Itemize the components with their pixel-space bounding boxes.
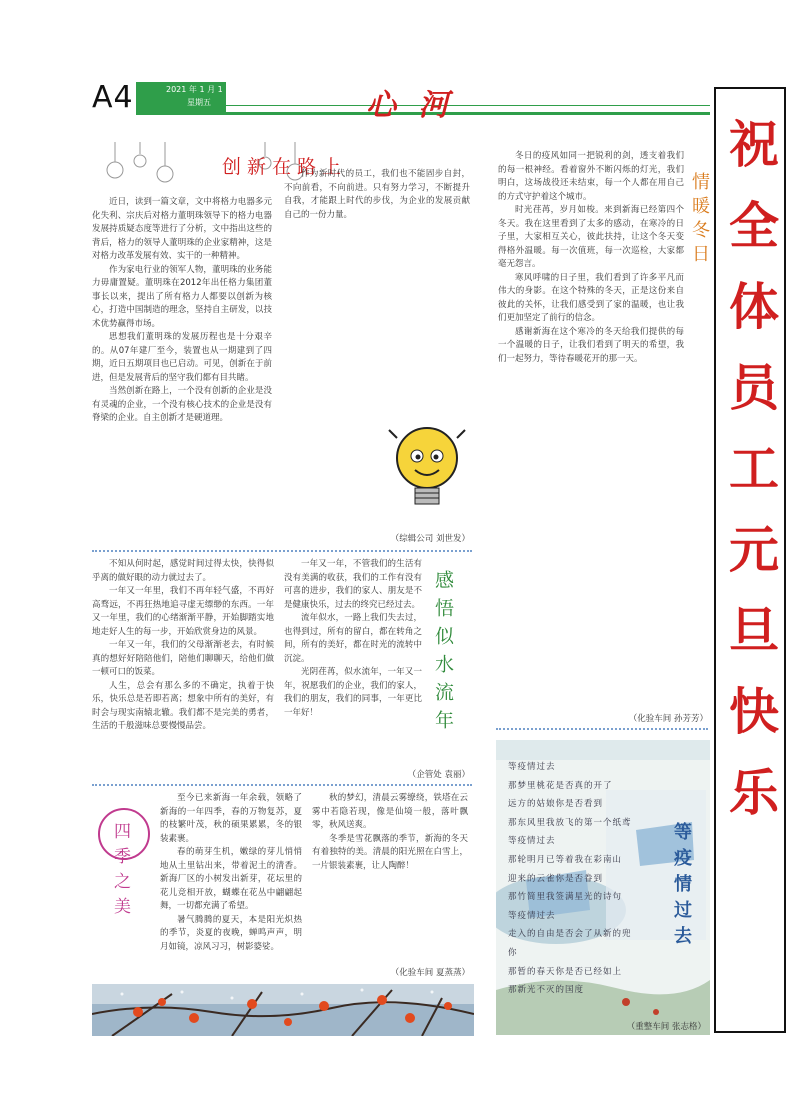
poem-lines: [508, 760, 668, 1002]
poem-line: 等疫情过去: [508, 762, 556, 772]
article1-cartoon-bulb-icon: [385, 418, 469, 520]
article4-author: （化验车间 夏蒸蒸）: [390, 968, 470, 978]
poem-line: 那竹简里我签满星光的诗句: [508, 892, 623, 903]
poem-title: 等疫情过去: [671, 822, 692, 952]
poem-line: 那梦里桃花是否真的开了: [508, 780, 613, 791]
poem-author: （重整车间 张志格）: [626, 1022, 706, 1032]
poem-line: 等疫情过去: [508, 836, 556, 847]
article4-paragraph: 暑气腾腾的夏天，本是阳光炽热的季节，炎夏的夜晚，蝉鸣声声，明月如镜，凉风习习，树影婆娑。: [160, 914, 302, 952]
article1-title: 创新在路上: [222, 156, 348, 178]
article4-paragraph: 冬季是雪花飘落的季节，新海的冬天有着独特的美。清晨的阳光照在白雪上，一片银装素裹，让人陶醉！: [312, 833, 468, 871]
persimmon-snow-image: [92, 984, 474, 1036]
dotted-divider: [496, 728, 708, 730]
banner-text: 祝全体员工元旦快乐: [721, 118, 780, 847]
article4-paragraph: 秋的梦幻，清晨云雾缭绕，铁塔在云雾中若隐若现，像是仙境一般，落叶飘零，秋风送爽。: [312, 793, 468, 830]
article3-paragraph: 一年又一年，不管我们的生活有没有美满的收获，我们的工作有没有可喜的进步，我们的家人、朋友是不是健康快乐，过去的终究已经过去。: [284, 559, 422, 610]
article3-paragraph: 光阴荏苒，似水流年，一年又一年，祝愿我们的企业，我们的家人，我们的朋友，我们的同事，一年更比一年好！: [284, 667, 422, 718]
poem-line: 那东风里我放飞的第一个纸鸢: [508, 817, 632, 828]
article1-col2: [284, 168, 470, 358]
article2-title: 情暖冬日: [689, 172, 710, 268]
section-name: 心 河: [366, 88, 455, 123]
article1-col1: [92, 196, 272, 532]
article3-paragraph: 不知从何时起，感觉时间过得太快，快得似乎离的做好眼的动力就过去了。: [92, 559, 274, 583]
article1-author: （综辑公司 刘世发）: [390, 534, 470, 544]
poem-line: 远方的姑娘你是否看到: [508, 799, 604, 810]
poem-line: 那轮明月已等着我在彩南山: [508, 854, 623, 865]
dotted-divider: [92, 784, 472, 786]
article3-paragraph: 人生，总会有那么多的不确定，执着于快乐，快乐总是若即若离；想象中所有的美好，有时会与现实南辕北辙。我们都不是完美的勇者，生活的千般滋味总要慢慢品尝。: [92, 680, 274, 731]
article2-body: [498, 150, 684, 705]
header-weekday: 星期五: [187, 98, 211, 107]
article1-paragraph: 作为新时代的员工，我们也不能固步自封，不向前看，不向前进。只有努力学习，不断提升自我，才能跟上时代的步伐，为企业的发展贡献自己的一份力量。: [284, 169, 470, 220]
article2-author: （化验车间 孙芳芳）: [628, 714, 708, 724]
poem-line: 那暂的春天你是否已经如上: [508, 966, 623, 977]
poem-line: 走入的自由是否会了从新的兜: [508, 929, 632, 940]
poem-line: 那新光不灭的国度: [508, 985, 585, 996]
article3-title: 感悟似水流年: [432, 570, 454, 738]
article3-paragraph: 一年又一年，我们的父母渐渐老去，有时候真的想好好陪陪他们，陪他们聊聊天，给他们做一顿可口的饭菜。: [92, 640, 274, 677]
poem-line: 等疫情过去: [508, 910, 556, 921]
poem-line: 你: [508, 947, 518, 958]
article2-paragraph: 时光荏苒，岁月如梭。来到新海已经第四个冬天。我在这里看到了太多的感动，在寒冷的日子里，大家相互关心，彼此扶持，让这个冬天变得格外温暖。每一次值班，每一次巡检，大家都毫无怨言。: [498, 205, 684, 269]
article1-paragraph: 思想我们董明珠的发展历程也是十分艰辛的。从07年建厂至今，装置也从一期建到了四期，近日五期项目也已启动。可见，创新在于前进，但是发展背后的坚守我们都有目共睹。: [92, 332, 272, 383]
article1-paragraph: 当然创新在路上，一个没有创新的企业是没有灵魂的企业，一个没有核心技术的企业是没有脊梁的企业。自主创新才是硬道理。: [92, 386, 272, 423]
article3-col1: [92, 558, 274, 754]
header-date: 2021 年 1 月 1 日: [166, 85, 234, 94]
article4-title: 四季之美: [110, 822, 130, 922]
article4-paragraph: 至今已来新海一年余载，领略了新海的一年四季，春的万物复苏，夏的枝繁叶茂，秋的硕果累累，冬的银装素裹。: [160, 793, 302, 844]
poem-line: 迎来的云雀你是否眷到: [508, 873, 604, 884]
article3-paragraph: 一年又一年里，我们不再年轻气盛，不再好高骛远，不再狂热地追寻虚无缥缈的东西。一年又一年里，我们的心绪渐渐平静，开始脚踏实地地走好人生的每一步，开始欣赏身边的风景。: [92, 586, 274, 637]
article3-paragraph: 流年似水，一路上我们失去过，也得到过，所有的留白，都在转角之间，所有的美好，都在时光的流转中沉淀。: [284, 613, 422, 664]
article3-author: （企管处 袁丽）: [407, 770, 470, 780]
page-label: A4: [92, 80, 134, 115]
article3-col2: [284, 558, 422, 754]
header-thin-line: [226, 105, 710, 106]
article2-paragraph: 冬日的疫风如同一把锐利的剑，透支着我们的每一根神经。看着窗外不断闪烁的灯光，我们明白，这场战役还未结束，每一个人都在用自己的方式守护着这个城市。: [498, 151, 684, 202]
article4-col1: [160, 792, 302, 960]
article2-paragraph: 寒风呼啸的日子里，我们看到了许多平凡而伟大的身影。在这个特殊的冬天，正是这份来自彼此的关怀，让我们感受到了家的温暖，也让我们更加坚定了前行的信念。: [498, 272, 684, 323]
article2-paragraph: 感谢新海在这个寒冷的冬天给我们提供的每一个温暖的日子，让我们看到了明天的希望，我们一起努力，等待春暖花开的那一天。: [498, 326, 684, 364]
article1-paragraph: 作为家电行业的领军人物，董明珠的业务能力毋庸置疑。董明珠在2012年出任格力集团董事长以来，提出了所有格力人都要以创新为核心，打造中国制造的理念，坚持自主研发，以技术优势赢得市场。: [92, 264, 272, 329]
dotted-divider: [92, 550, 472, 552]
article1-paragraph: 近日，读到一篇文章，文中将格力电器多元化失利、宗庆后对格力董明珠领导下的格力电器发展持质疑态度等进行了分析，文中指出这些的背后，格力的领导人董明珠的企业家精神，这是对格力改革发展有效、实干的一种精神。: [92, 197, 272, 261]
article4-col2: [312, 792, 468, 960]
article4-paragraph: 春的萌芽生机，嫩绿的芽儿悄悄地从土里钻出来，带着泥土的清香。新海厂区的小树发出新芽，花坛里的花儿竞相开放，蝴蝶在花丛中翩翩起舞，一切都充满了希望。: [160, 847, 302, 911]
